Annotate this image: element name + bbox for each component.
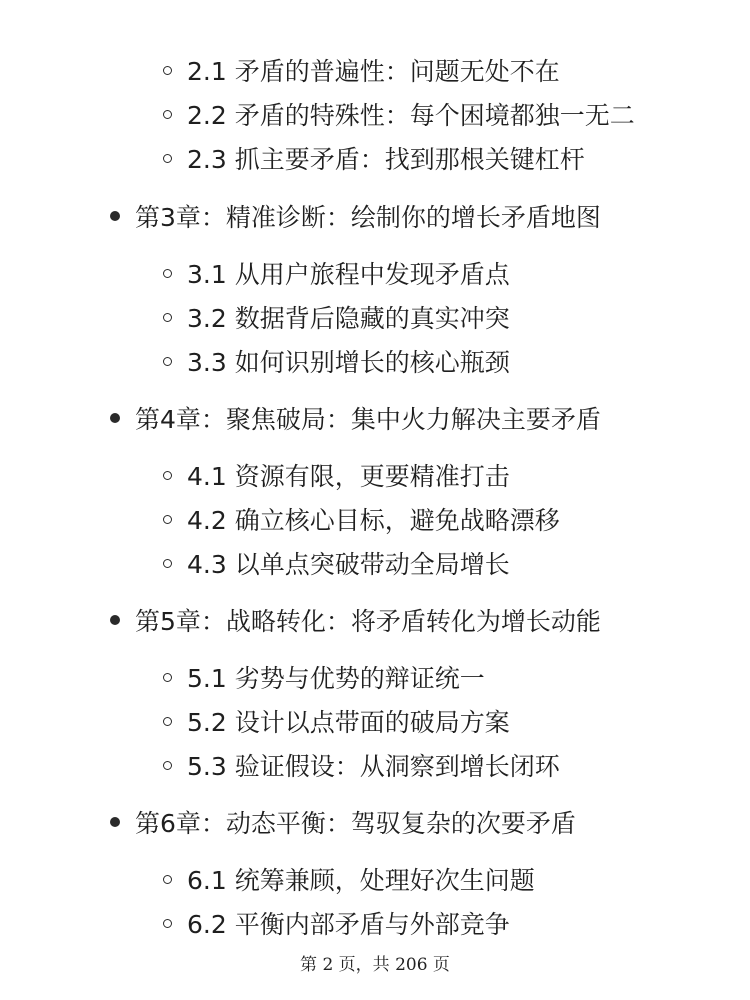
section-title: 6.2 平衡内部矛盾与外部竞争 <box>187 910 510 939</box>
hollow-bullet-icon <box>163 919 172 928</box>
chapter-title: 第3章：精准诊断：绘制你的增长矛盾地图 <box>135 203 601 232</box>
section-title: 4.2 确立核心目标，避免战略漂移 <box>187 506 560 535</box>
section-title: 5.2 设计以点带面的破局方案 <box>187 708 510 737</box>
list-item <box>163 297 510 337</box>
page-number: 第 2 页，共 206 页 <box>300 955 450 975</box>
hollow-bullet-icon <box>163 673 172 682</box>
hollow-bullet-icon <box>163 471 172 480</box>
list-item <box>110 398 601 438</box>
section-title: 4.1 资源有限，更要精准打击 <box>187 462 510 491</box>
section-title: 5.1 劣势与优势的辩证统一 <box>187 664 485 693</box>
list-item <box>110 600 601 640</box>
hollow-bullet-icon <box>163 110 172 119</box>
solid-bullet-icon <box>110 615 120 625</box>
hollow-bullet-icon <box>163 717 172 726</box>
list-item <box>163 745 560 785</box>
section-title: 3.1 从用户旅程中发现矛盾点 <box>187 260 510 289</box>
hollow-bullet-icon <box>163 515 172 524</box>
list-item <box>163 859 535 899</box>
section-title: 3.3 如何识别增长的核心瓶颈 <box>187 348 510 377</box>
chapter-title: 第4章：聚焦破局：集中火力解决主要矛盾 <box>135 405 601 434</box>
section-title: 4.3 以单点突破带动全局增长 <box>187 550 510 579</box>
solid-bullet-icon <box>110 817 120 827</box>
section-title: 3.2 数据背后隐藏的真实冲突 <box>187 304 510 333</box>
chapter-title: 第5章：战略转化：将矛盾转化为增长动能 <box>135 607 601 636</box>
list-item <box>163 903 510 943</box>
hollow-bullet-icon <box>163 313 172 322</box>
section-title: 2.3 抓主要矛盾：找到那根关键杠杆 <box>187 145 585 174</box>
solid-bullet-icon <box>110 211 120 221</box>
list-item <box>163 94 635 134</box>
section-title: 5.3 验证假设：从洞察到增长闭环 <box>187 752 560 781</box>
list-item <box>163 455 510 495</box>
list-item <box>163 253 510 293</box>
hollow-bullet-icon <box>163 357 172 366</box>
list-item <box>163 543 510 583</box>
hollow-bullet-icon <box>163 154 172 163</box>
list-item <box>163 701 510 741</box>
solid-bullet-icon <box>110 413 120 423</box>
list-item <box>110 196 601 236</box>
section-title: 2.1 矛盾的普遍性：问题无处不在 <box>187 57 560 86</box>
section-title: 2.2 矛盾的特殊性：每个困境都独一无二 <box>187 101 635 130</box>
list-item <box>163 499 560 539</box>
hollow-bullet-icon <box>163 66 172 75</box>
list-item <box>163 138 585 178</box>
list-item <box>163 341 510 381</box>
hollow-bullet-icon <box>163 269 172 278</box>
hollow-bullet-icon <box>163 761 172 770</box>
chapter-title: 第6章：动态平衡：驾驭复杂的次要矛盾 <box>135 809 576 838</box>
list-item <box>163 50 560 90</box>
section-title: 6.1 统筹兼顾，处理好次生问题 <box>187 866 535 895</box>
hollow-bullet-icon <box>163 875 172 884</box>
list-item <box>163 657 485 697</box>
list-item <box>110 802 576 842</box>
hollow-bullet-icon <box>163 559 172 568</box>
